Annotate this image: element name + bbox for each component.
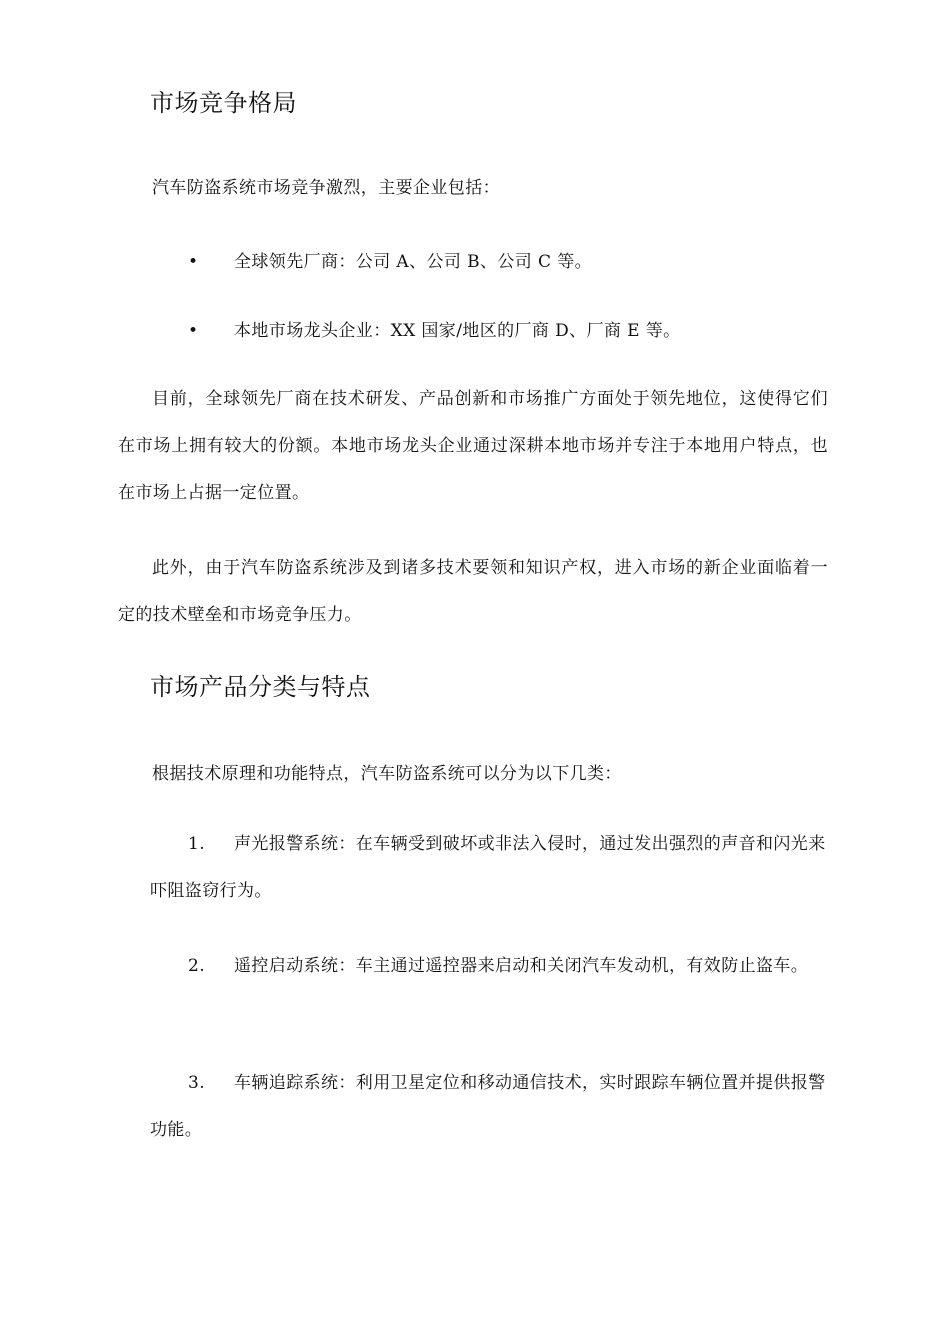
section-heading-competition: 市场竞争格局 — [150, 89, 297, 117]
list-number: 1. — [188, 834, 206, 854]
bullet-text: 全球领先厂商：公司 A、公司 B、公司 C 等。 — [234, 252, 592, 272]
competition-paragraph: 此外，由于汽车防盗系统涉及到诸多技术要领和知识产权，进入市场的新企业面临着一定的技术壁垒和市场竞争压力。 — [118, 558, 828, 625]
list-item-text: 车辆追踪系统：利用卫星定位和移动通信技术，实时跟踪车辆位置并提供报警功能。 — [150, 1073, 826, 1140]
competition-intro: 汽车防盗系统市场竞争激烈，主要企业包括： — [152, 178, 500, 198]
numbered-list-item — [150, 943, 828, 990]
numbered-list-item — [150, 821, 828, 915]
bullet-item — [0, 247, 950, 277]
list-item-text: 遥控启动系统：车主通过遥控器来启动和关闭汽车发动机，有效防止盗车。 — [234, 956, 809, 976]
section-heading-products: 市场产品分类与特点 — [150, 673, 371, 701]
products-intro: 根据技术原理和功能特点，汽车防盗系统可以分为以下几类： — [152, 764, 622, 784]
bullet-item — [0, 316, 950, 346]
bullet-mark: • — [187, 321, 199, 341]
competition-paragraph: 目前，全球领先厂商在技术研发、产品创新和市场推广方面处于领先地位，这使得它们在市场上拥有较大的份额。本地市场龙头企业通过深耕本地市场并专注于本地用户特点，也在市场上占据一定位置。 — [118, 389, 828, 503]
list-number: 2. — [188, 956, 206, 976]
numbered-list-item — [150, 1060, 828, 1154]
list-number: 3. — [188, 1073, 206, 1093]
bullet-text: 本地市场龙头企业：XX 国家/地区的厂商 D、厂商 E 等。 — [234, 321, 681, 341]
list-item-text: 声光报警系统：在车辆受到破坏或非法入侵时，通过发出强烈的声音和闪光来吓阻盗窃行为。 — [150, 834, 826, 901]
bullet-mark: • — [187, 252, 199, 272]
